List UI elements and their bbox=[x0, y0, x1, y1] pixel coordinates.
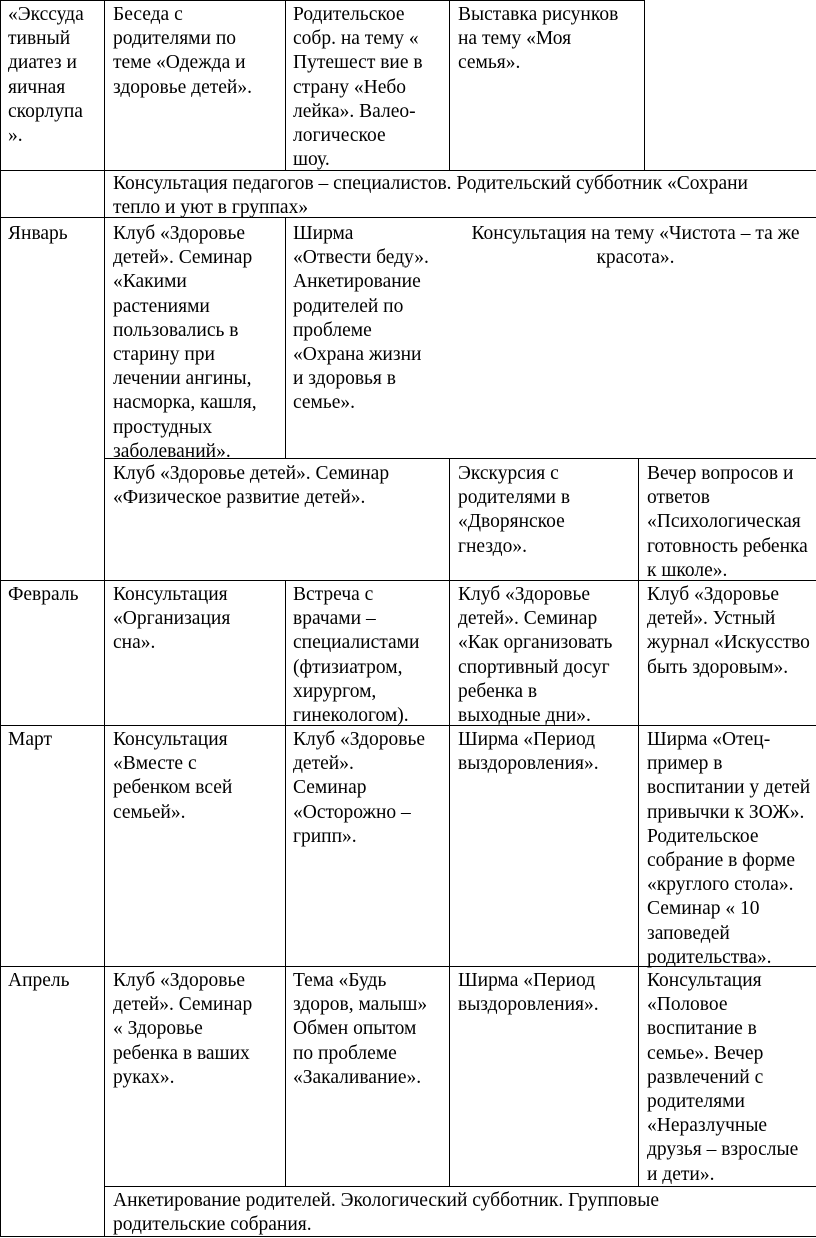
cell-prev-col4: Выставка рисунков на тему «Моя семья». bbox=[458, 4, 619, 74]
cell-march-col5: Ширма «Отец- пример в воспитании у детей привычки к ЗОЖ». Родительское собрание в форме «круглого стола». Семинар « 10 заповедей родительства». bbox=[647, 729, 811, 968]
cell-january-col45: Консультация на тему «Чистота – та же красота». bbox=[471, 223, 800, 269]
month-march: Март bbox=[8, 729, 53, 750]
month-january: Январь bbox=[8, 223, 68, 244]
cell-prev-col2: Беседа с родителями по теме «Одежда и здоровье детей». bbox=[113, 4, 252, 98]
cell-april-col4: Ширма «Период выздоровления». bbox=[458, 970, 599, 1016]
cell-april-col5: Консультация «Половое воспитание в семье». Вечер развлечений с родителями «Неразлучные друзья – взрослые и дети». bbox=[647, 970, 799, 1185]
cell-march-col2: Консультация «Вместе с ребенком всей семьей». bbox=[113, 729, 233, 823]
cell-april-col2: Клуб «Здоровье детей». Семинар « Здоровье ребенка в ваших руках». bbox=[113, 970, 253, 1088]
cell-january-sub-col5: Вечер вопросов и ответов «Психологическая готовность ребенка к школе». bbox=[647, 463, 808, 581]
cell-february-col4: Клуб «Здоровье детей». Семинар «Как организовать спортивный досуг ребенка в выходные дни». bbox=[458, 584, 613, 727]
cell-february-col5: Клуб «Здоровье детей». Устный журнал «Искусство быть здоровым». bbox=[647, 584, 810, 678]
cell-january-sub-col4: Экскурсия с родителями в «Дворянское гнездо». bbox=[458, 463, 571, 557]
cell-january-col3: Ширма «Отвести беду». Анкетирование родителей по проблеме «Охрана жизни и здоровья в семье». bbox=[293, 223, 429, 414]
month-april: Апрель bbox=[8, 970, 70, 991]
cell-prev-col1: «Экссуда тивный диатез и яичная скорлупа ». bbox=[8, 4, 84, 147]
cell-prev-col3: Родительское собр. на тему « Путешест вие в страну «Небо лейка». Валео- логическое шоу. bbox=[293, 4, 423, 171]
cell-april-merged: Анкетирование родителей. Экологический субботник. Групповые родительские собрания. bbox=[113, 1190, 659, 1236]
cell-february-col3: Встреча с врачами – специалистами (фтизиатром, хирургом, гинекологом). bbox=[293, 584, 420, 727]
cell-april-col3: Тема «Будь здоров, малыш» Обмен опытом по проблеме «Закаливание». bbox=[293, 970, 428, 1088]
cell-march-col3: Клуб «Здоровье детей». Семинар «Осторожно – грипп». bbox=[293, 729, 425, 847]
cell-february-col2: Консультация «Организация сна». bbox=[113, 584, 231, 654]
cell-prev-merged: Консультация педагогов – специалистов. Родительский субботник «Сохрани тепло и уют в группах» bbox=[113, 173, 748, 219]
month-february: Февраль bbox=[8, 584, 79, 605]
cell-march-col4: Ширма «Период выздоровления». bbox=[458, 729, 599, 775]
cell-january-sub-col23: Клуб «Здоровье детей». Семинар «Физическое развитие детей». bbox=[113, 463, 390, 509]
cell-january-col2: Клуб «Здоровье детей». Семинар «Какими растениями пользовались в старину при лечении ангины, насморка, кашля, простудных заболеваний». bbox=[113, 223, 257, 462]
